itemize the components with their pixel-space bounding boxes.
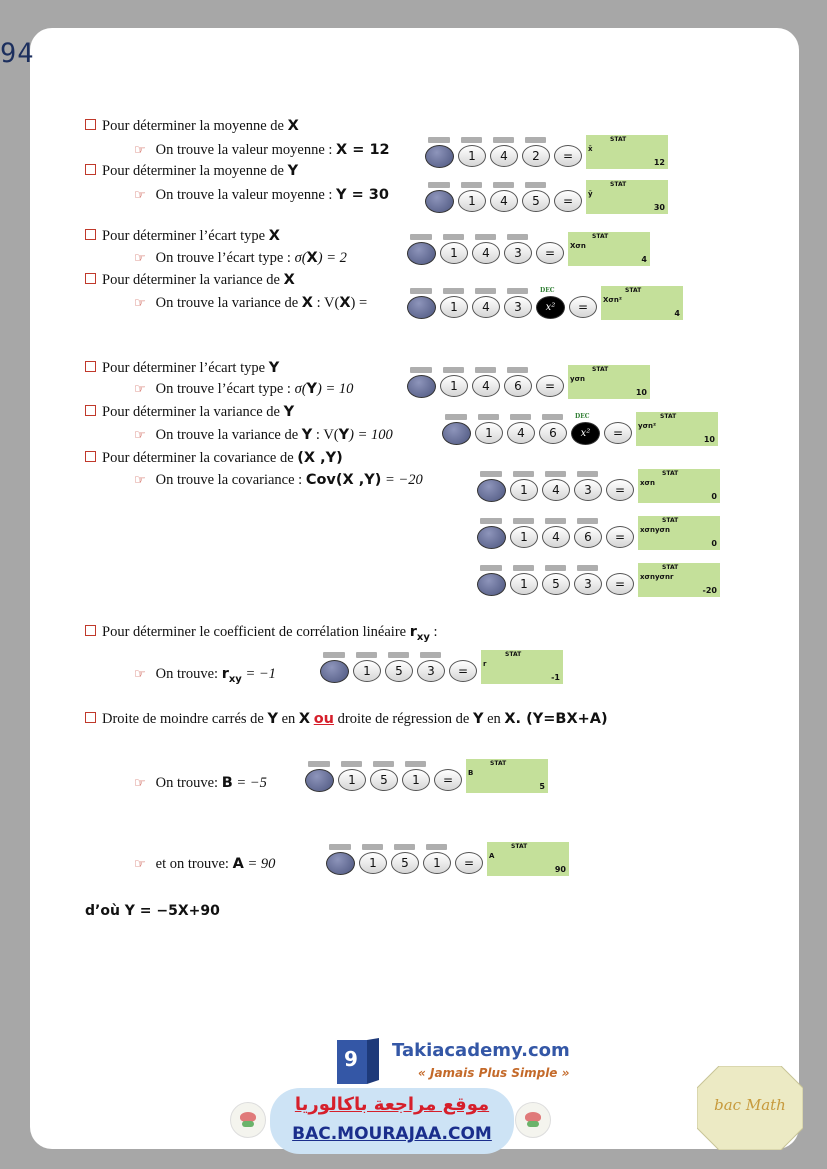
brand-name[interactable]: Takiacademy.com: [392, 1040, 570, 1061]
key-function-label: [493, 137, 514, 143]
key-function-label: [323, 652, 345, 658]
digit-key: 3: [574, 573, 602, 595]
digit-key: 6: [574, 526, 602, 548]
line-17: Droite de moindre carrés de Y en X ou droite de régression de Y en X. (Y=BX+A): [85, 711, 608, 728]
emblem-right-icon: [515, 1102, 551, 1138]
calc-sequence: [477, 516, 720, 550]
digit-key: 4: [472, 375, 500, 397]
screen-label: A: [489, 852, 495, 860]
equals-key: =: [449, 660, 477, 682]
screen-stat: STAT: [490, 760, 507, 767]
digit-key: 1: [423, 852, 451, 874]
equals-key: =: [455, 852, 483, 874]
key-function-label: [577, 518, 598, 524]
screen-value: -1: [551, 673, 560, 682]
screen-value: 10: [703, 435, 715, 444]
digit-key: 1: [440, 375, 468, 397]
line-9: Pour déterminer l’écart type Y: [85, 360, 279, 377]
key-function-label: [410, 367, 432, 373]
calc-sequence: [425, 135, 668, 169]
calc-sequence: [407, 232, 650, 266]
checkbox-icon: [85, 405, 96, 416]
digit-key: 1: [510, 479, 538, 501]
screen-label: ȳ: [588, 190, 593, 198]
shift-key: [442, 422, 471, 445]
line-5: Pour déterminer l’écart type X: [85, 228, 280, 245]
checkbox-icon: [85, 712, 96, 723]
screen-stat: STAT: [625, 287, 642, 294]
equals-key: =: [536, 375, 564, 397]
key-function-label: [356, 652, 377, 658]
key-function-label: [475, 367, 496, 373]
digit-key: 4: [472, 242, 500, 264]
checkbox-icon: [85, 361, 96, 372]
key-function-label: [443, 234, 464, 240]
digit-key: 3: [417, 660, 445, 682]
shift-key: [326, 852, 355, 875]
digit-key: 1: [510, 573, 538, 595]
digit-key: 2: [522, 145, 550, 167]
line-18: ☞ On trouve: B = −5: [134, 775, 267, 791]
key-function-label: [478, 414, 499, 420]
digit-key: 3: [504, 296, 532, 318]
key-function-label: [388, 652, 409, 658]
conclusion: d’où Y = −5X+90: [85, 903, 220, 919]
pointing-hand-icon: ☞: [134, 296, 146, 311]
screen-label: x̄: [588, 145, 593, 153]
screen-value: 4: [641, 255, 647, 264]
key-function-label: [545, 471, 566, 477]
shift-key: [477, 479, 506, 502]
key-function-label: [507, 288, 528, 294]
key-function-label: [475, 288, 496, 294]
line-10: ☞ On trouve l’écart type : σ(Y) = 10: [134, 381, 354, 397]
screen-label: B: [468, 769, 474, 777]
key-function-label: [475, 234, 496, 240]
calculator-screen: [481, 650, 563, 684]
calc-sequence: [320, 650, 563, 684]
key-function-label: [480, 471, 502, 477]
calculator-screen: [487, 842, 569, 876]
key-function-label: [428, 182, 450, 188]
screen-label: yσn: [570, 375, 585, 383]
line-14: ☞ On trouve la covariance : Cov(X ,Y) = −20: [134, 472, 423, 488]
screen-value: 90: [554, 865, 566, 874]
pointing-hand-icon: ☞: [134, 251, 146, 266]
key-function-label: [329, 844, 351, 850]
digit-key: 4: [542, 526, 570, 548]
calculator-screen: [568, 365, 650, 399]
equals-key: =: [554, 190, 582, 212]
equals-key: =: [554, 145, 582, 167]
line-8: ☞ On trouve la variance de X : V(X) =: [134, 295, 368, 311]
screen-value: 30: [653, 203, 665, 212]
key-function-label: [308, 761, 330, 767]
screen-stat: STAT: [592, 366, 609, 373]
book-logo: [337, 1038, 379, 1086]
pointing-hand-icon: ☞: [134, 188, 146, 203]
digit-key: 1: [402, 769, 430, 791]
equals-key: =: [536, 242, 564, 264]
key-function-label: [545, 518, 566, 524]
calc-sequence: [477, 563, 720, 597]
pointing-hand-icon: ☞: [134, 428, 146, 443]
emblem-left-icon: [230, 1102, 266, 1138]
book-number: 9: [344, 1047, 358, 1071]
shift-key: [477, 573, 506, 596]
checkbox-icon: [85, 273, 96, 284]
key-function-label: [443, 367, 464, 373]
key-function-label: [362, 844, 383, 850]
digit-key: 4: [490, 145, 518, 167]
equals-key: =: [606, 573, 634, 595]
line-12: ☞ On trouve la variance de Y : V(Y) = 100: [134, 427, 393, 443]
calc-sequence: [305, 759, 548, 793]
digit-key: 4: [490, 190, 518, 212]
banner-arabic: موقع مراجعة باكالوريا: [294, 1094, 490, 1115]
line-4: ☞ On trouve la valeur moyenne : Y = 30: [134, 187, 389, 203]
equals-key: =: [604, 422, 632, 444]
key-function-label: [577, 565, 598, 571]
calculator-screen: [586, 135, 668, 169]
key-function-label: [373, 761, 394, 767]
digit-key: 5: [370, 769, 398, 791]
screen-stat: STAT: [610, 181, 627, 188]
shift-key: [407, 242, 436, 265]
key-function-label: [394, 844, 415, 850]
key-function-label: [545, 565, 566, 571]
digit-key: 1: [353, 660, 381, 682]
digit-key: 5: [391, 852, 419, 874]
calc-sequence: [425, 180, 668, 214]
checkbox-icon: [85, 119, 96, 130]
digit-key: 5: [542, 573, 570, 595]
key-function-label: [461, 182, 482, 188]
page-number: 94: [0, 38, 35, 69]
screen-stat: STAT: [592, 233, 609, 240]
equals-key: =: [606, 479, 634, 501]
digit-key: 1: [458, 145, 486, 167]
key-function-label: [426, 844, 447, 850]
digit-key: 1: [440, 242, 468, 264]
brand-slogan: « Jamais Plus Simple »: [418, 1066, 570, 1080]
digit-key: 5: [522, 190, 550, 212]
line-6: ☞ On trouve l’écart type : σ(X) = 2: [134, 250, 347, 266]
digit-key: 1: [458, 190, 486, 212]
line-2: ☞ On trouve la valeur moyenne : X = 12: [134, 142, 390, 158]
equals-key: =: [434, 769, 462, 791]
line-19: ☞ et on trouve: A = 90: [134, 856, 276, 872]
digit-key: 1: [359, 852, 387, 874]
shift-key: [425, 145, 454, 168]
key-function-label: [443, 288, 464, 294]
calculator-screen: [601, 286, 683, 320]
key-function-label: [405, 761, 426, 767]
banner-url[interactable]: BAC.MOURAJAA.COM: [292, 1124, 492, 1144]
shift-key: [425, 190, 454, 213]
calc-sequence: [477, 469, 720, 503]
equals-key: =: [606, 526, 634, 548]
equals-key: =: [569, 296, 597, 318]
screen-label: xσnyσn: [640, 526, 670, 534]
screen-label: Xσn²: [603, 296, 622, 304]
pointing-hand-icon: ☞: [134, 473, 146, 488]
key-function-label: [461, 137, 482, 143]
screen-value: -20: [702, 586, 717, 595]
screen-label: yσn²: [638, 422, 657, 430]
screen-label: xσnyσnr: [640, 573, 674, 581]
checkbox-icon: [85, 164, 96, 175]
calculator-screen: [638, 469, 720, 503]
digit-key: 4: [542, 479, 570, 501]
screen-stat: STAT: [662, 564, 679, 571]
line-16: ☞ On trouve: $r_{xy} = -1$: [134, 666, 276, 685]
calculator-screen: [568, 232, 650, 266]
key-function-label: [410, 288, 432, 294]
screen-stat: STAT: [511, 843, 528, 850]
key-function-label: [428, 137, 450, 143]
key-function-label: [480, 518, 502, 524]
key-function-label: [480, 565, 502, 571]
key-function-label: [525, 137, 546, 143]
shift-key: [477, 526, 506, 549]
key-function-label: [542, 414, 563, 420]
digit-key: 6: [539, 422, 567, 444]
square-key: DEC x²: [536, 296, 565, 319]
calculator-screen: [466, 759, 548, 793]
screen-stat: STAT: [610, 136, 627, 143]
key-function-label: [513, 518, 534, 524]
screen-stat: STAT: [662, 517, 679, 524]
line-13: Pour déterminer la covariance de (X ,Y): [85, 450, 343, 467]
pointing-hand-icon: ☞: [134, 143, 146, 158]
key-function-label: [513, 471, 534, 477]
calculator-screen: [638, 563, 720, 597]
bac-math-seal: [697, 1066, 803, 1150]
key-function-label: [420, 652, 441, 658]
key-function-label: [525, 182, 546, 188]
pointing-hand-icon: ☞: [134, 667, 146, 682]
digit-key: 3: [574, 479, 602, 501]
key-function-label: [341, 761, 362, 767]
screen-value: 10: [635, 388, 647, 397]
checkbox-icon: [85, 229, 96, 240]
digit-key: 6: [504, 375, 532, 397]
key-function-label: [493, 182, 514, 188]
digit-key: 1: [475, 422, 503, 444]
calculator-screen: [638, 516, 720, 550]
screen-label: Xσn: [570, 242, 586, 250]
digit-key: 4: [472, 296, 500, 318]
calc-sequence: [407, 365, 650, 399]
key-function-label: [445, 414, 467, 420]
calc-sequence: [442, 412, 718, 446]
calculator-screen: [636, 412, 718, 446]
checkbox-icon: [85, 625, 96, 636]
line-11: Pour déterminer la variance de Y: [85, 404, 294, 421]
key-function-label: [510, 414, 531, 420]
calc-sequence: [407, 286, 683, 320]
screen-stat: STAT: [662, 470, 679, 477]
screen-value: 0: [711, 492, 717, 501]
screen-value: 12: [653, 158, 665, 167]
seal-text: bac Math: [714, 1096, 786, 1114]
screen-value: 4: [674, 309, 680, 318]
screen-value: 5: [539, 782, 545, 791]
key-function-label: [410, 234, 432, 240]
pointing-hand-icon: ☞: [134, 776, 146, 791]
square-key: DEC x²: [571, 422, 600, 445]
calc-sequence: [326, 842, 569, 876]
digit-key: 1: [338, 769, 366, 791]
checkbox-icon: [85, 451, 96, 462]
line-3: Pour déterminer la moyenne de Y: [85, 163, 298, 180]
key-function-label: [507, 367, 528, 373]
screen-stat: STAT: [505, 651, 522, 658]
screen-label: r: [483, 660, 487, 668]
digit-key: 1: [440, 296, 468, 318]
shift-key: [320, 660, 349, 683]
calculator-screen: [586, 180, 668, 214]
shift-key: [407, 296, 436, 319]
line-7: Pour déterminer la variance de X: [85, 272, 295, 289]
key-function-label: [507, 234, 528, 240]
digit-key: 3: [504, 242, 532, 264]
key-function-label: [513, 565, 534, 571]
line-15: Pour déterminer le coefficient de corrélation linéaire $r_{xy}$ :: [85, 624, 438, 643]
screen-stat: STAT: [660, 413, 677, 420]
key-function-label: [577, 471, 598, 477]
line-1: Pour déterminer la moyenne de X: [85, 118, 299, 135]
digit-key: 1: [510, 526, 538, 548]
pointing-hand-icon: ☞: [134, 857, 146, 872]
screen-value: 0: [711, 539, 717, 548]
shift-key: [305, 769, 334, 792]
screen-label: xσn: [640, 479, 655, 487]
digit-key: 4: [507, 422, 535, 444]
pointing-hand-icon: ☞: [134, 382, 146, 397]
shift-key: [407, 375, 436, 398]
digit-key: 5: [385, 660, 413, 682]
